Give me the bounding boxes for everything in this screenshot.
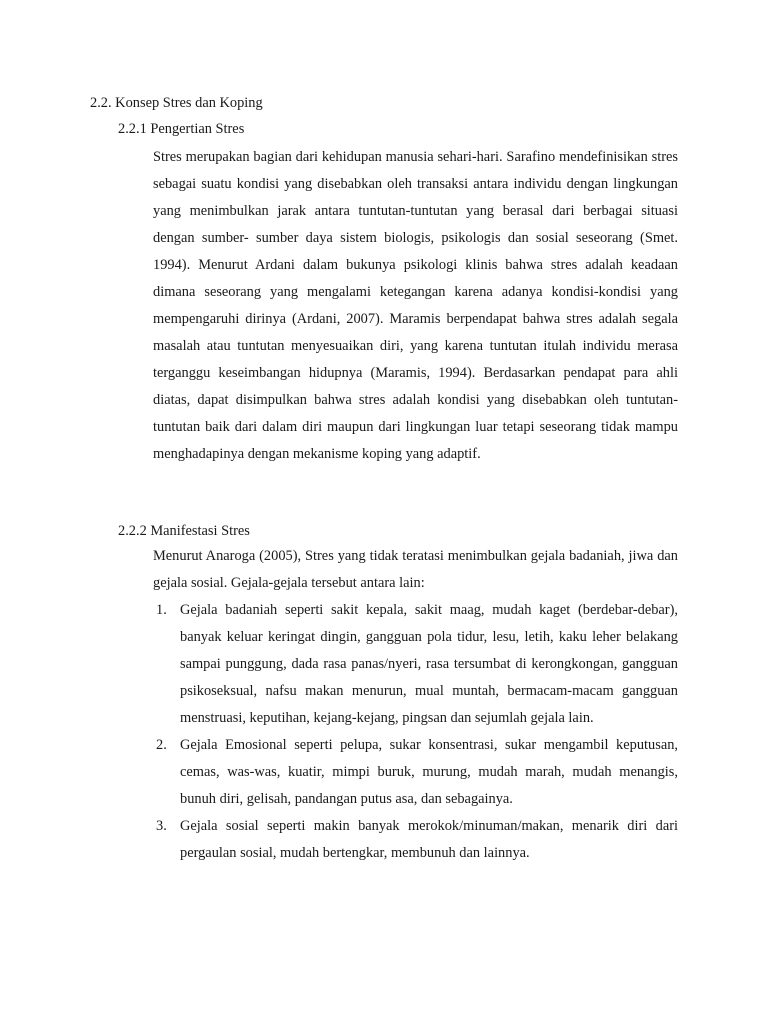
- list-item-number: 3.: [156, 818, 167, 834]
- list-item: [153, 813, 678, 867]
- list-item: [153, 732, 678, 813]
- list-item-text: Gejala sosial seperti makin banyak merokok/minuman/makan, menarik diri dari pergaulan sosial, mudah bertengkar, membunuh dan lainnya.: [180, 818, 678, 861]
- list-item-text: Gejala Emosional seperti pelupa, sukar konsentrasi, sukar mengambil keputusan, cemas, was-was, kuatir, mimpi buruk, murung, mudah marah, mudah menangis, bunuh diri, gelisah, pandangan putus asa, dan sebagainya.: [180, 737, 678, 807]
- list-item-number: 1.: [156, 602, 167, 618]
- list-item: [153, 597, 678, 732]
- paragraph-manifestasi-intro: Menurut Anaroga (2005), Stres yang tidak teratasi menimbulkan gejala badaniah, jiwa dan gejala sosial. Gejala-gejala tersebut antara lain:: [153, 548, 678, 591]
- list-item-number: 2.: [156, 737, 167, 753]
- list-item-text: Gejala badaniah seperti sakit kepala, sakit maag, mudah kaget (berdebar-debar), banyak keluar keringat dingin, gangguan pola tidur, lesu, letih, kaku leher belakang sampai punggung, dada rasa panas/nyeri, rasa tersumbat di kerongkongan, gangguan psikoseksual, nafsu makan menurun, mual muntah, bermacam-macam gangguan menstruasi, keputihan, kejang-kejang, pingsan dan sejumlah gejala lain.: [180, 602, 678, 726]
- subsection-heading-pengertian-stres: 2.2.1 Pengertian Stres: [118, 121, 245, 137]
- subsection-heading-manifestasi-stres: 2.2.2 Manifestasi Stres: [118, 523, 250, 539]
- symptom-list: [153, 597, 678, 867]
- paragraph-pengertian-stres: Stres merupakan bagian dari kehidupan manusia sehari-hari. Sarafino mendefinisikan stres sebagai suatu kondisi yang disebabkan oleh transaksi antara individu dengan lingkungan yang menimbulkan jarak antara tuntutan-tuntutan yang berasal dari berbagai situasi dengan sumber- sumber daya sistem biologis, psikologis dan sosial seseorang (Smet. 1994). Menurut Ardani dalam bukunya psikologi klinis bahwa stres adalah keadaan dimana seseorang yang mengalami ketegangan karena adanya kondisi-kondisi yang mempengaruhi dirinya (Ardani, 2007). Maramis berpendapat bahwa stres adalah segala masalah atau tuntutan menyesuaikan diri, yang karena tuntutan itulah individu merasa terganggu keseimbangan hidupnya (Maramis, 1994). Berdasarkan pendapat para ahli diatas, dapat disimpulkan bahwa stres adalah kondisi yang disebabkan oleh tuntutan-tuntutan baik dari dalam diri maupun dari lingkungan luar tetapi seseorang tidak mampu menghadapinya dengan mekanisme koping yang adaptif.: [153, 149, 678, 462]
- section-heading: 2.2. Konsep Stres dan Koping: [90, 95, 263, 111]
